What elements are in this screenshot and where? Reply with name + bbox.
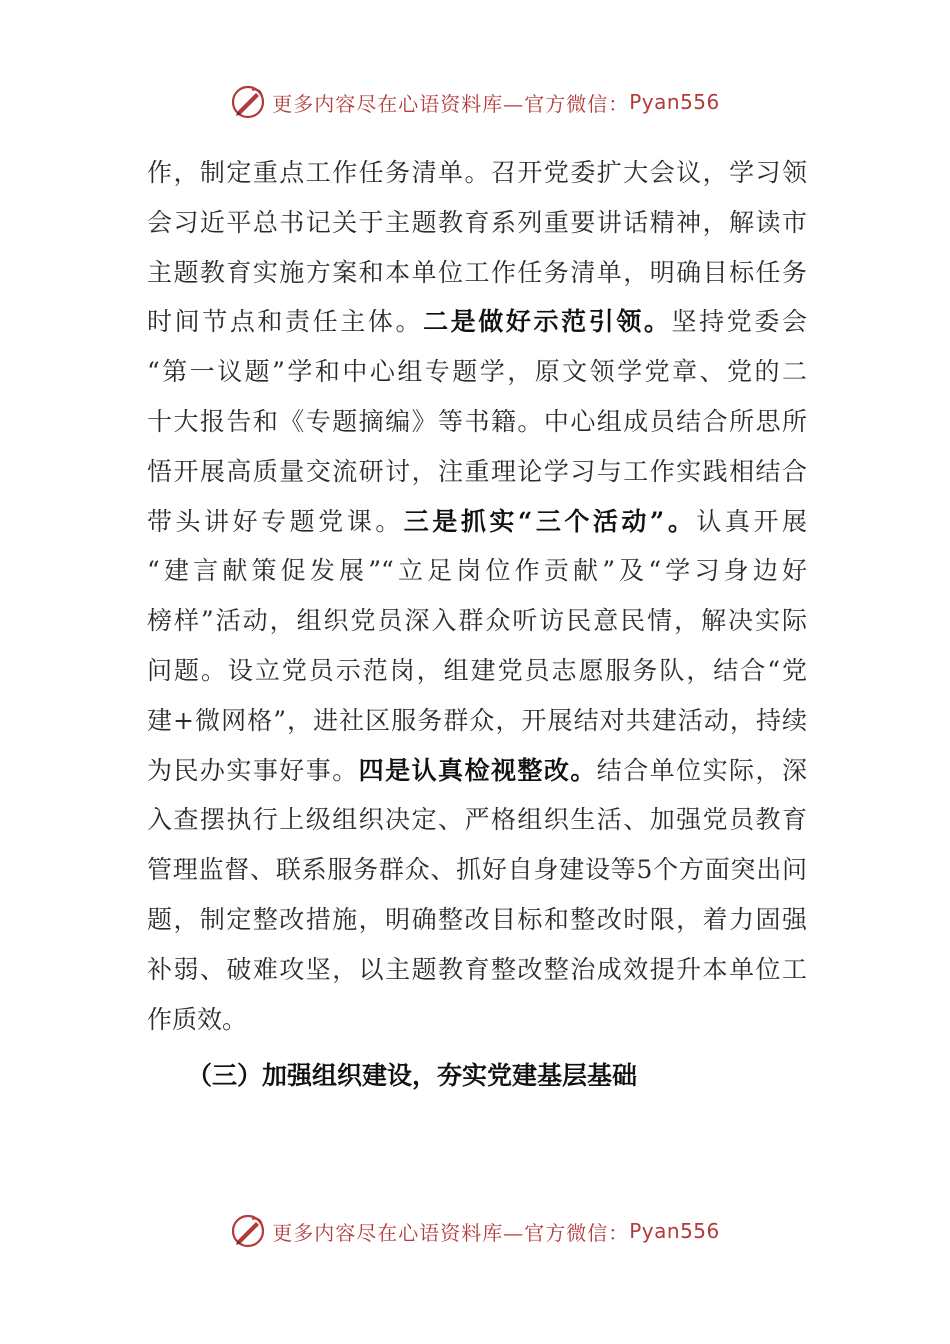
bold-lead-phrase: 三是抓实“三个活动”。	[403, 506, 697, 536]
text-run: 榜样”活动，组织党员深入群众听访民意民情，解决实际	[147, 606, 807, 636]
watermark-contact: Pyan556	[629, 90, 720, 114]
text-run: 坚持党委会	[671, 307, 807, 337]
text-run: 题，制定整改措施，明确整改目标和整改时限，着力固强	[147, 904, 807, 934]
paragraph-line	[147, 148, 807, 198]
paragraph-line	[147, 297, 807, 347]
paragraph-line	[147, 895, 807, 945]
text-run: “第一议题”学和中心组专题学，原文领学党章、党的二	[147, 357, 807, 387]
paragraph-line	[147, 795, 807, 845]
text-run: 作质效。	[147, 1004, 248, 1034]
paragraph-line	[147, 497, 807, 547]
text-run: 十大报告和《专题摘编》等书籍。中心组成员结合所思所	[147, 406, 807, 436]
text-run: 会习近平总书记关于主题教育系列重要讲话精神，解读市	[147, 207, 807, 237]
paragraph-line	[147, 397, 807, 447]
text-run: 管理监督、联系服务群众、抓好自身建设等5个方面突出问	[147, 855, 807, 885]
text-run: 入查摆执行上级组织决定、严格组织生活、加强党员教育	[147, 805, 807, 835]
paragraph-line	[147, 546, 807, 596]
paragraph-line	[147, 696, 807, 746]
text-run: 结合单位实际，深	[596, 755, 807, 785]
paragraph-line	[147, 995, 807, 1045]
text-run: 问题。设立党员示范岗，组建党员志愿服务队，结合“党	[147, 655, 807, 685]
text-run: 为民办实事好事。	[147, 755, 359, 785]
paragraph-line	[147, 845, 807, 895]
watermark-site-text: 更多内容尽在心语资料库—官方微信：	[272, 91, 630, 116]
section-heading: （三）加强组织建设，夯实党建基层基础	[187, 1061, 638, 1090]
paragraph-line	[147, 596, 807, 646]
paragraph-line	[147, 646, 807, 696]
watermark-footer	[0, 1211, 950, 1251]
text-run: 建+微网格”，进社区服务群众，开展结对共建活动，持续	[147, 705, 807, 735]
paragraph-line	[147, 945, 807, 995]
paragraph-line	[147, 746, 807, 796]
watermark-contact: Pyan556	[629, 1219, 720, 1243]
paragraph-line	[147, 198, 807, 248]
watermark-header	[0, 82, 950, 122]
bold-lead-phrase: 四是认真检视整改。	[358, 755, 597, 785]
watermark-site-text: 更多内容尽在心语资料库—官方微信：	[272, 1220, 630, 1245]
paragraph-line	[147, 447, 807, 497]
body-paragraph	[147, 148, 807, 1044]
text-run: 作，制定重点工作任务清单。召开党委扩大会议，学习领	[147, 158, 807, 187]
text-run: 补弱、破难攻坚，以主题教育整改整治成效提升本单位工	[147, 954, 807, 984]
text-run: 悟开展高质量交流研讨，注重理论学习与工作实践相结合	[147, 456, 807, 486]
pen-logo-icon	[230, 84, 266, 120]
text-run: 时间节点和责任主体。	[147, 307, 424, 337]
text-run: 带头讲好专题党课。	[147, 506, 404, 536]
paragraph-line	[147, 248, 807, 298]
pen-logo-icon	[230, 1213, 266, 1249]
text-run: “建言献策促发展”“立足岗位作贡献”及“学习身边好	[147, 556, 807, 586]
paragraph-line	[147, 347, 807, 397]
bold-lead-phrase: 二是做好示范引领。	[423, 307, 672, 337]
text-run: 主题教育实施方案和本单位工作任务清单，明确目标任务	[147, 257, 807, 287]
text-run: 认真开展	[696, 506, 807, 536]
